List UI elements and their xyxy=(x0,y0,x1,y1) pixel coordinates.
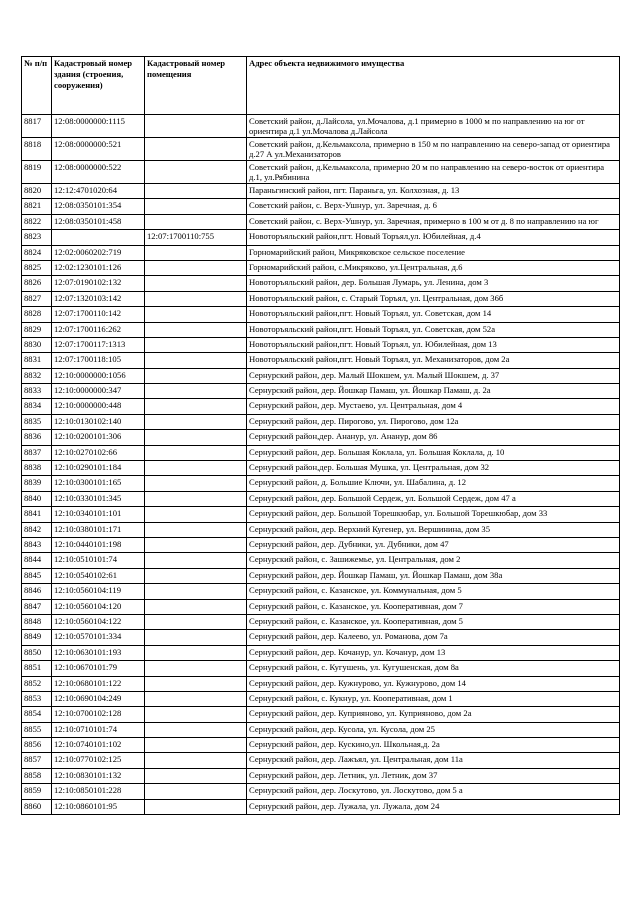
address-cell: Сернурский район, с. Казанское, ул. Коммунальная, дом 5 xyxy=(247,584,620,599)
row-number-cell: 8823 xyxy=(22,230,52,245)
address-cell: Сернурский район, с. Зашижемье, ул. Центральная, дом 2 xyxy=(247,553,620,568)
row-number-cell: 8821 xyxy=(22,199,52,214)
building-cadastral-cell: 12:10:0860101:95 xyxy=(52,799,145,814)
building-cadastral-cell: 12:10:0850101:228 xyxy=(52,784,145,799)
building-cadastral-cell: 12:10:0000000:1056 xyxy=(52,368,145,383)
row-number-cell: 8845 xyxy=(22,568,52,583)
building-cadastral-cell: 12:07:1320103:142 xyxy=(52,291,145,306)
row-number-cell: 8827 xyxy=(22,291,52,306)
building-cadastral-cell: 12:10:0770102:125 xyxy=(52,753,145,768)
building-cadastral-cell: 12:10:0560104:120 xyxy=(52,599,145,614)
row-number-cell: 8856 xyxy=(22,738,52,753)
address-cell: Советский район, д.Кельмаксола, примерно 20 м по направлению на северо-восток от ориентира д.1, ул.Рябинина xyxy=(247,161,620,184)
table-row xyxy=(22,491,620,506)
table-row xyxy=(22,199,620,214)
table-row xyxy=(22,691,620,706)
building-cadastral-cell: 12:10:0380101:171 xyxy=(52,522,145,537)
building-cadastral-cell: 12:10:0710101:74 xyxy=(52,722,145,737)
table-row xyxy=(22,799,620,814)
room-cadastral-cell xyxy=(145,399,247,414)
table-row xyxy=(22,738,620,753)
room-cadastral-cell xyxy=(145,691,247,706)
table-row xyxy=(22,476,620,491)
table-row xyxy=(22,522,620,537)
table-row xyxy=(22,368,620,383)
row-number-cell: 8852 xyxy=(22,676,52,691)
building-cadastral-cell: 12:07:1700117:1313 xyxy=(52,337,145,352)
table-row xyxy=(22,753,620,768)
row-number-cell: 8832 xyxy=(22,368,52,383)
room-cadastral-cell xyxy=(145,599,247,614)
building-cadastral-cell: 12:10:0340101:101 xyxy=(52,507,145,522)
address-cell: Параньгинский район, пгт. Параньга, ул. Колхозная, д. 13 xyxy=(247,184,620,199)
address-cell: Сернурский район, дер. Куприяново, ул. Куприяново, дом 2а xyxy=(247,707,620,722)
building-cadastral-cell: 12:10:0290101:184 xyxy=(52,461,145,476)
table-row xyxy=(22,784,620,799)
address-cell: Сернурский район, дер. Верхний Кугенер, ул. Вершинина, дом 35 xyxy=(247,522,620,537)
building-cadastral-cell: 12:10:0630101:193 xyxy=(52,645,145,660)
table-row xyxy=(22,414,620,429)
room-cadastral-cell xyxy=(145,568,247,583)
address-cell: Сернурский район, дер. Летник, ул. Летник, дом 37 xyxy=(247,768,620,783)
table-row xyxy=(22,645,620,660)
room-cadastral-cell xyxy=(145,214,247,229)
room-cadastral-cell xyxy=(145,430,247,445)
address-cell: Новоторъяльский район,пгт. Новый Торъял,ул. Юбилейная, д.4 xyxy=(247,230,620,245)
address-cell: Сернурский район, дер. Йошкар Памаш, ул. Йошкар Памаш, д. 2а xyxy=(247,384,620,399)
address-cell: Сернурский район, с. Казанское, ул. Кооперативная, дом 7 xyxy=(247,599,620,614)
table-row xyxy=(22,138,620,161)
room-cadastral-cell xyxy=(145,322,247,337)
table-row xyxy=(22,461,620,476)
table-row xyxy=(22,707,620,722)
address-cell: Горномарийский район, Микряковское сельское поселение xyxy=(247,245,620,260)
table-body xyxy=(22,115,620,815)
row-number-cell: 8853 xyxy=(22,691,52,706)
row-number-cell: 8828 xyxy=(22,307,52,322)
row-number-cell: 8838 xyxy=(22,461,52,476)
room-cadastral-cell xyxy=(145,738,247,753)
address-cell: Сернурский район,дер. Ананур, ул. Ананур, дом 86 xyxy=(247,430,620,445)
table-row xyxy=(22,307,620,322)
table-row xyxy=(22,553,620,568)
row-number-cell: 8837 xyxy=(22,445,52,460)
building-cadastral-cell: 12:10:0200101:306 xyxy=(52,430,145,445)
building-cadastral-cell: 12:07:0190102:132 xyxy=(52,276,145,291)
address-cell: Сернурский район, дер. Кужнурово, ул. Кужнурово, дом 14 xyxy=(247,676,620,691)
address-cell: Сернурский район, дер. Мустаево, ул. Центральная, дом 4 xyxy=(247,399,620,414)
room-cadastral-cell xyxy=(145,630,247,645)
building-cadastral-cell: 12:08:0000000:522 xyxy=(52,161,145,184)
row-number-cell: 8830 xyxy=(22,337,52,352)
room-cadastral-cell xyxy=(145,368,247,383)
address-cell: Сернурский район, дер. Кускино,ул. Школьная,д. 2а xyxy=(247,738,620,753)
room-cadastral-cell xyxy=(145,522,247,537)
room-cadastral-cell xyxy=(145,753,247,768)
room-cadastral-cell xyxy=(145,461,247,476)
row-number-cell: 8857 xyxy=(22,753,52,768)
table-row xyxy=(22,661,620,676)
address-cell: Новоторъяльский район,пгт. Новый Торъял, ул. Советская, дом 14 xyxy=(247,307,620,322)
header-room-cadastral: Кадастровый номер помещения xyxy=(145,57,247,115)
address-cell: Сернурский район, дер. Йошкар Памаш, ул. Йошкар Памаш, дом 38а xyxy=(247,568,620,583)
address-cell: Сернурский район, дер. Большой Сердеж, ул. Большой Сердеж, дом 47 а xyxy=(247,491,620,506)
row-number-cell: 8848 xyxy=(22,614,52,629)
room-cadastral-cell xyxy=(145,553,247,568)
table-row xyxy=(22,337,620,352)
table-row xyxy=(22,430,620,445)
header-address: Адрес объекта недвижимого имущества xyxy=(247,57,620,115)
room-cadastral-cell xyxy=(145,784,247,799)
table-row xyxy=(22,214,620,229)
address-cell: Советский район, с. Верх-Ушнур, ул. Заречная, д. 6 xyxy=(247,199,620,214)
table-row xyxy=(22,722,620,737)
address-cell: Сернурский район, дер. Малый Шокшем, ул. Малый Шокшем, д. 37 xyxy=(247,368,620,383)
row-number-cell: 8826 xyxy=(22,276,52,291)
row-number-cell: 8819 xyxy=(22,161,52,184)
address-cell: Сернурский район, дер. Кусола, ул. Кусола, дом 25 xyxy=(247,722,620,737)
row-number-cell: 8820 xyxy=(22,184,52,199)
table-row xyxy=(22,568,620,583)
row-number-cell: 8841 xyxy=(22,507,52,522)
address-cell: Сернурский район, дер. Пирогово, ул. Пирогово, дом 12а xyxy=(247,414,620,429)
room-cadastral-cell xyxy=(145,384,247,399)
room-cadastral-cell xyxy=(145,676,247,691)
address-cell: Новоторъяльский район,пгт. Новый Торъял, ул. Механизаторов, дом 2а xyxy=(247,353,620,368)
address-cell: Сернурский район,дер. Большая Мушка, ул. Центральная, дом 32 xyxy=(247,461,620,476)
room-cadastral-cell: 12:07:1700110:755 xyxy=(145,230,247,245)
building-cadastral-cell: 12:02:0060202:719 xyxy=(52,245,145,260)
room-cadastral-cell xyxy=(145,476,247,491)
address-cell: Сернурский район, дер. Калеево, ул. Романова, дом 7а xyxy=(247,630,620,645)
room-cadastral-cell xyxy=(145,291,247,306)
address-cell: Советский район, д.Кельмаксола, примерно в 150 м по направлению на северо-запад от ориентира д.27 А ул.Механизаторов xyxy=(247,138,620,161)
address-cell: Сернурский район, с. Казанское, ул. Кооперативная, дом 5 xyxy=(247,614,620,629)
table-row xyxy=(22,384,620,399)
table-row xyxy=(22,115,620,138)
row-number-cell: 8855 xyxy=(22,722,52,737)
property-register-table xyxy=(21,56,620,815)
table-row xyxy=(22,599,620,614)
address-cell: Сернурский район, дер. Лоскутово, ул. Лоскутово, дом 5 а xyxy=(247,784,620,799)
table-row xyxy=(22,445,620,460)
room-cadastral-cell xyxy=(145,722,247,737)
room-cadastral-cell xyxy=(145,491,247,506)
table-row xyxy=(22,260,620,275)
building-cadastral-cell: 12:10:0740101:102 xyxy=(52,738,145,753)
building-cadastral-cell: 12:10:0680101:122 xyxy=(52,676,145,691)
room-cadastral-cell xyxy=(145,138,247,161)
row-number-cell: 8858 xyxy=(22,768,52,783)
room-cadastral-cell xyxy=(145,307,247,322)
row-number-cell: 8822 xyxy=(22,214,52,229)
room-cadastral-cell xyxy=(145,161,247,184)
row-number-cell: 8831 xyxy=(22,353,52,368)
row-number-cell: 8844 xyxy=(22,553,52,568)
table-row xyxy=(22,230,620,245)
building-cadastral-cell: 12:10:0690104:249 xyxy=(52,691,145,706)
building-cadastral-cell: 12:10:0130102:140 xyxy=(52,414,145,429)
row-number-cell: 8833 xyxy=(22,384,52,399)
row-number-cell: 8860 xyxy=(22,799,52,814)
room-cadastral-cell xyxy=(145,507,247,522)
room-cadastral-cell xyxy=(145,799,247,814)
address-cell: Сернурский район, с. Кугушень, ул. Кугушенская, дом 8а xyxy=(247,661,620,676)
address-cell: Сернурский район, дер. Большой Торешкюбар, ул. Большой Торешкюбар, дом 33 xyxy=(247,507,620,522)
table-header-row xyxy=(22,57,620,115)
address-cell: Новоторъяльский район, дер. Большая Лумарь, ул. Ленина, дом 3 xyxy=(247,276,620,291)
room-cadastral-cell xyxy=(145,768,247,783)
address-cell: Сернурский район, дер. Лужала, ул. Лужала, дом 24 xyxy=(247,799,620,814)
room-cadastral-cell xyxy=(145,584,247,599)
address-cell: Сернурский район, д. Большие Ключи, ул. Шабалина, д. 12 xyxy=(247,476,620,491)
row-number-cell: 8854 xyxy=(22,707,52,722)
building-cadastral-cell: 12:10:0270102:66 xyxy=(52,445,145,460)
address-cell: Сернурский район, дер. Кочанур, ул. Кочанур, дом 13 xyxy=(247,645,620,660)
row-number-cell: 8859 xyxy=(22,784,52,799)
table-row xyxy=(22,630,620,645)
room-cadastral-cell xyxy=(145,353,247,368)
room-cadastral-cell xyxy=(145,707,247,722)
row-number-cell: 8849 xyxy=(22,630,52,645)
row-number-cell: 8842 xyxy=(22,522,52,537)
room-cadastral-cell xyxy=(145,661,247,676)
building-cadastral-cell: 12:10:0510101:74 xyxy=(52,553,145,568)
building-cadastral-cell: 12:10:0830101:132 xyxy=(52,768,145,783)
room-cadastral-cell xyxy=(145,337,247,352)
building-cadastral-cell: 12:10:0700102:128 xyxy=(52,707,145,722)
address-cell: Сернурский район, дер. Лажъял, ул. Центральная, дом 11а xyxy=(247,753,620,768)
row-number-cell: 8835 xyxy=(22,414,52,429)
table-row xyxy=(22,537,620,552)
room-cadastral-cell xyxy=(145,115,247,138)
row-number-cell: 8818 xyxy=(22,138,52,161)
address-cell: Сернурский район, с. Кукнур, ул. Кооперативная, дом 1 xyxy=(247,691,620,706)
room-cadastral-cell xyxy=(145,199,247,214)
building-cadastral-cell xyxy=(52,230,145,245)
address-cell: Новоторъяльский район, с. Старый Торъял, ул. Центральная, дом 36б xyxy=(247,291,620,306)
building-cadastral-cell: 12:10:0670101:79 xyxy=(52,661,145,676)
room-cadastral-cell xyxy=(145,614,247,629)
row-number-cell: 8843 xyxy=(22,537,52,552)
row-number-cell: 8839 xyxy=(22,476,52,491)
document-page xyxy=(21,56,619,815)
table-row xyxy=(22,676,620,691)
address-cell: Сернурский район, дер. Дубники, ул. Дубники, дом 47 xyxy=(247,537,620,552)
table-row xyxy=(22,584,620,599)
table-row xyxy=(22,276,620,291)
building-cadastral-cell: 12:10:0000000:448 xyxy=(52,399,145,414)
building-cadastral-cell: 12:08:0350101:354 xyxy=(52,199,145,214)
room-cadastral-cell xyxy=(145,537,247,552)
room-cadastral-cell xyxy=(145,645,247,660)
header-number: № п/п xyxy=(22,57,52,115)
building-cadastral-cell: 12:07:1700118:105 xyxy=(52,353,145,368)
row-number-cell: 8817 xyxy=(22,115,52,138)
building-cadastral-cell: 12:10:0330101:345 xyxy=(52,491,145,506)
building-cadastral-cell: 12:08:0000000:521 xyxy=(52,138,145,161)
table-row xyxy=(22,322,620,337)
building-cadastral-cell: 12:12:4701020:64 xyxy=(52,184,145,199)
room-cadastral-cell xyxy=(145,445,247,460)
building-cadastral-cell: 12:10:0300101:165 xyxy=(52,476,145,491)
row-number-cell: 8847 xyxy=(22,599,52,614)
room-cadastral-cell xyxy=(145,184,247,199)
building-cadastral-cell: 12:07:1700116:262 xyxy=(52,322,145,337)
row-number-cell: 8825 xyxy=(22,260,52,275)
room-cadastral-cell xyxy=(145,245,247,260)
building-cadastral-cell: 12:10:0560104:119 xyxy=(52,584,145,599)
building-cadastral-cell: 12:07:1700110:142 xyxy=(52,307,145,322)
table-row xyxy=(22,291,620,306)
row-number-cell: 8846 xyxy=(22,584,52,599)
building-cadastral-cell: 12:02:1230101:126 xyxy=(52,260,145,275)
building-cadastral-cell: 12:08:0350101:458 xyxy=(52,214,145,229)
table-row xyxy=(22,245,620,260)
table-row xyxy=(22,507,620,522)
address-cell: Новоторъяльский район,пгт. Новый Торъял, ул. Советская, дом 52а xyxy=(247,322,620,337)
table-row xyxy=(22,353,620,368)
row-number-cell: 8836 xyxy=(22,430,52,445)
table-row xyxy=(22,614,620,629)
building-cadastral-cell: 12:10:0560104:122 xyxy=(52,614,145,629)
building-cadastral-cell: 12:10:0540102:61 xyxy=(52,568,145,583)
address-cell: Горномарийский район, с.Микряково, ул.Центральная, д.6 xyxy=(247,260,620,275)
row-number-cell: 8850 xyxy=(22,645,52,660)
building-cadastral-cell: 12:10:0000000:347 xyxy=(52,384,145,399)
row-number-cell: 8829 xyxy=(22,322,52,337)
row-number-cell: 8824 xyxy=(22,245,52,260)
address-cell: Новоторъяльский район,пгт. Новый Торъял, ул. Юбилейная, дом 13 xyxy=(247,337,620,352)
room-cadastral-cell xyxy=(145,414,247,429)
header-building-cadastral: Кадастровый номер здания (строения, сооружения) xyxy=(52,57,145,115)
table-row xyxy=(22,768,620,783)
address-cell: Сернурский район, дер. Большая Коклала, ул. Большая Коклала, д. 10 xyxy=(247,445,620,460)
row-number-cell: 8851 xyxy=(22,661,52,676)
building-cadastral-cell: 12:10:0440101:198 xyxy=(52,537,145,552)
table-row xyxy=(22,161,620,184)
building-cadastral-cell: 12:10:0570101:334 xyxy=(52,630,145,645)
table-row xyxy=(22,399,620,414)
row-number-cell: 8840 xyxy=(22,491,52,506)
table-row xyxy=(22,184,620,199)
address-cell: Советский район, д.Лайсола, ул.Мочалова, д.1 примерно в 1000 м по направлению на юг от ориентира д.1 ул.Мочалова д.Лайсола xyxy=(247,115,620,138)
room-cadastral-cell xyxy=(145,260,247,275)
building-cadastral-cell: 12:08:0000000:1115 xyxy=(52,115,145,138)
row-number-cell: 8834 xyxy=(22,399,52,414)
address-cell: Советский район, с. Верх-Ушнур, ул. Заречная, примерно в 100 м от д. 8 по направлению на юг xyxy=(247,214,620,229)
room-cadastral-cell xyxy=(145,276,247,291)
